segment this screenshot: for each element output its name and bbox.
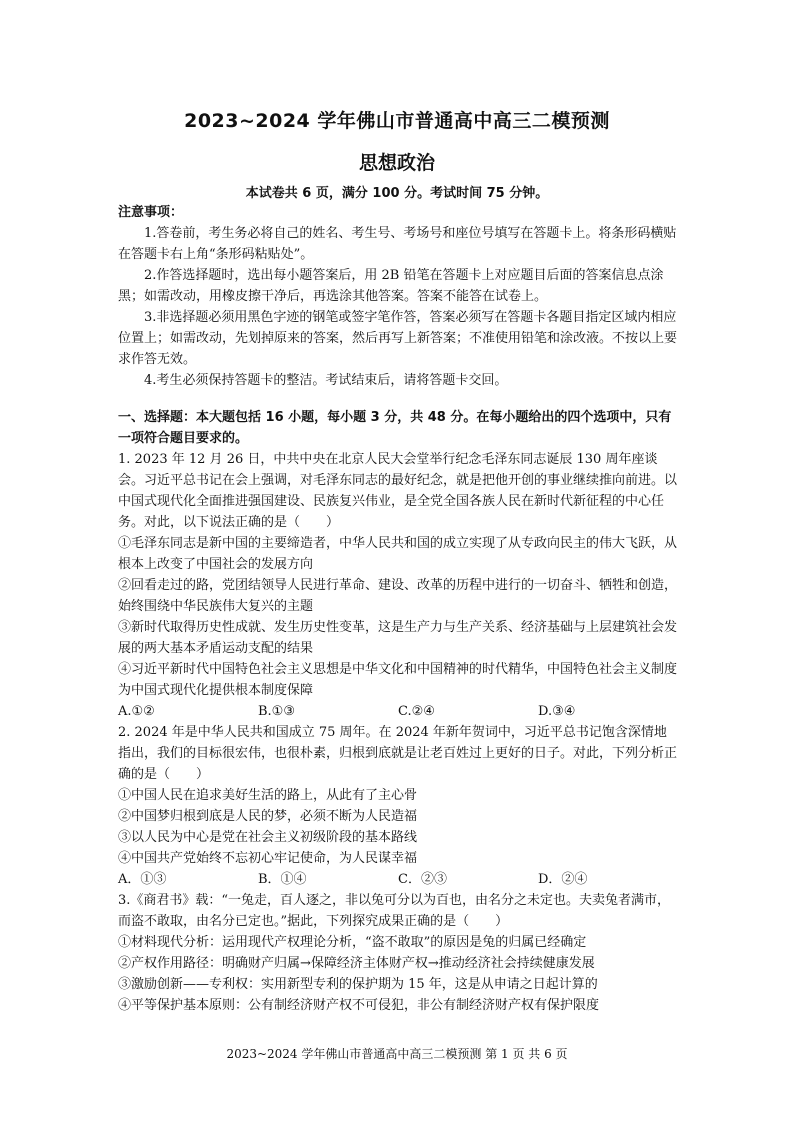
option-c: C．②③ xyxy=(398,872,447,887)
exam-title: 2023~2024 学年佛山市普通高中高三二模预测 xyxy=(184,110,610,132)
option-c: C.②④ xyxy=(398,704,435,719)
question-statement: ②产权作用路径：明确财产归属→保障经济主体财产权→推动经济社会持续健康发展 xyxy=(118,956,595,971)
option-b: B．①④ xyxy=(258,872,307,887)
question-stem: 3.《商君书》载：“一兔走，百人逐之，非以兔可分以为百也，由名分之未定也。夫卖兔者满市，而盗不敢取，由名分已定也。”据此，下列探究成果正确的是（ ） xyxy=(118,893,671,929)
question-statement: ①中国人民在追求美好生活的路上，从此有了主心骨 xyxy=(118,788,418,803)
question-statement: ②中国梦归根到底是人民的梦，必须不断为人民造福 xyxy=(118,809,418,824)
option-d: D.③④ xyxy=(538,704,576,719)
question-stem: 2. 2024 年是中华人民共和国成立 75 周年。在 2024 年新年贺词中，习近平总书记饱含深情地指出，我们的目标很宏伟，也很朴素，归根到底就是让老百姓过上更好的日子。对此，下列分析正确的是（ ） xyxy=(118,725,678,782)
question-statement: ③以人民为中心是党在社会主义初级阶段的基本路线 xyxy=(118,830,418,845)
notice-item: 3.非选择题必须用黑色字迹的钢笔或签字笔作答，答案必须写在答题卡各题目指定区域内相应位置上；如需改动，先划掉原来的答案，然后再写上新答案；不准使用铅笔和涂改液。不按以上要求作答无效。 xyxy=(118,310,678,367)
question-statement: ①毛泽东同志是新中国的主要缔造者，中华人民共和国的成立实现了从专政向民主的伟大飞跃，从根本上改变了中国社会的发展方向 xyxy=(118,536,678,572)
question-statement: ②回看走过的路，党团结领导人民进行革命、建设、改革的历程中进行的一切奋斗、牺牲和创造，始终围绕中华民族伟大复兴的主题 xyxy=(118,578,678,614)
question-statement: ④平等保护基本原则：公有制经济财产权不可侵犯，非公有制经济财产权有保护限度 xyxy=(118,998,600,1013)
option-a: A.①② xyxy=(118,704,155,719)
question-statement: ③激励创新——专利权：实用新型专利的保护期为 15 年，这是从申请之日起计算的 xyxy=(118,977,598,992)
notice-item: 1.答卷前，考生务必将自己的姓名、考生号、考场号和座位号填写在答题卡上。将条形码横贴在答题卡右上角“条形码粘贴处”。 xyxy=(118,226,677,262)
subject-title: 思想政治 xyxy=(358,152,435,174)
question-statement: ①材料现代分析：运用现代产权理论分析，“盗不敢取”的原因是兔的归属已经确定 xyxy=(118,935,587,950)
option-a: A．①③ xyxy=(118,872,167,887)
option-b: B.①③ xyxy=(258,704,295,719)
section-heading: 一、选择题：本大题包括 16 小题，每小题 3 分，共 48 分。在每小题给出的四个选项中，只有一项符合题目要求的。 xyxy=(118,410,672,446)
notice-item: 2.作答选择题时，选出每小题答案后，用 2B 铅笔在答题卡上对应题目后面的答案信息点涂黑；如需改动，用橡皮擦干净后，再选涂其他答案。答案不能答在试卷上。 xyxy=(118,268,664,304)
page-footer: 2023~2024 学年佛山市普通高中高三二模预测 第 1 页 共 6 页 xyxy=(226,1047,568,1061)
exam-info: 本试卷共 6 页，满分 100 分。考试时间 75 分钟。 xyxy=(245,186,549,201)
answer-options xyxy=(118,701,678,722)
question-statement: ③新时代取得历史性成就、发生历史性变革，这是生产力与生产关系、经济基础与上层建筑社会发展的两大基本矛盾运动支配的结果 xyxy=(118,620,678,656)
question-statement: ④中国共产党始终不忘初心牢记使命，为人民谋幸福 xyxy=(118,851,418,866)
option-d: D．②④ xyxy=(538,872,588,887)
exam-content xyxy=(118,202,678,1016)
notice-item: 4.考生必须保持答题卡的整洁。考试结束后，请将答题卡交回。 xyxy=(144,373,508,388)
notice-heading: 注意事项： xyxy=(118,205,184,220)
question-statement: ④习近平新时代中国特色社会主义思想是中华文化和中国精神的时代精华，中国特色社会主义制度为中国式现代化提供根本制度保障 xyxy=(118,662,678,698)
question-stem: 1. 2023 年 12 月 26 日，中共中央在北京人民大会堂举行纪念毛泽东同志诞辰 130 周年座谈会。习近平总书记在会上强调，对毛泽东同志的最好纪念，就是把他开创的事业继续推向前进。以中国式现代化全面推进强国建设、民族复兴伟业，是全党全国各族人民在新时代新征程的中心任务。对此，以下说法正确的是（ ） xyxy=(118,452,678,530)
answer-options xyxy=(118,869,678,890)
